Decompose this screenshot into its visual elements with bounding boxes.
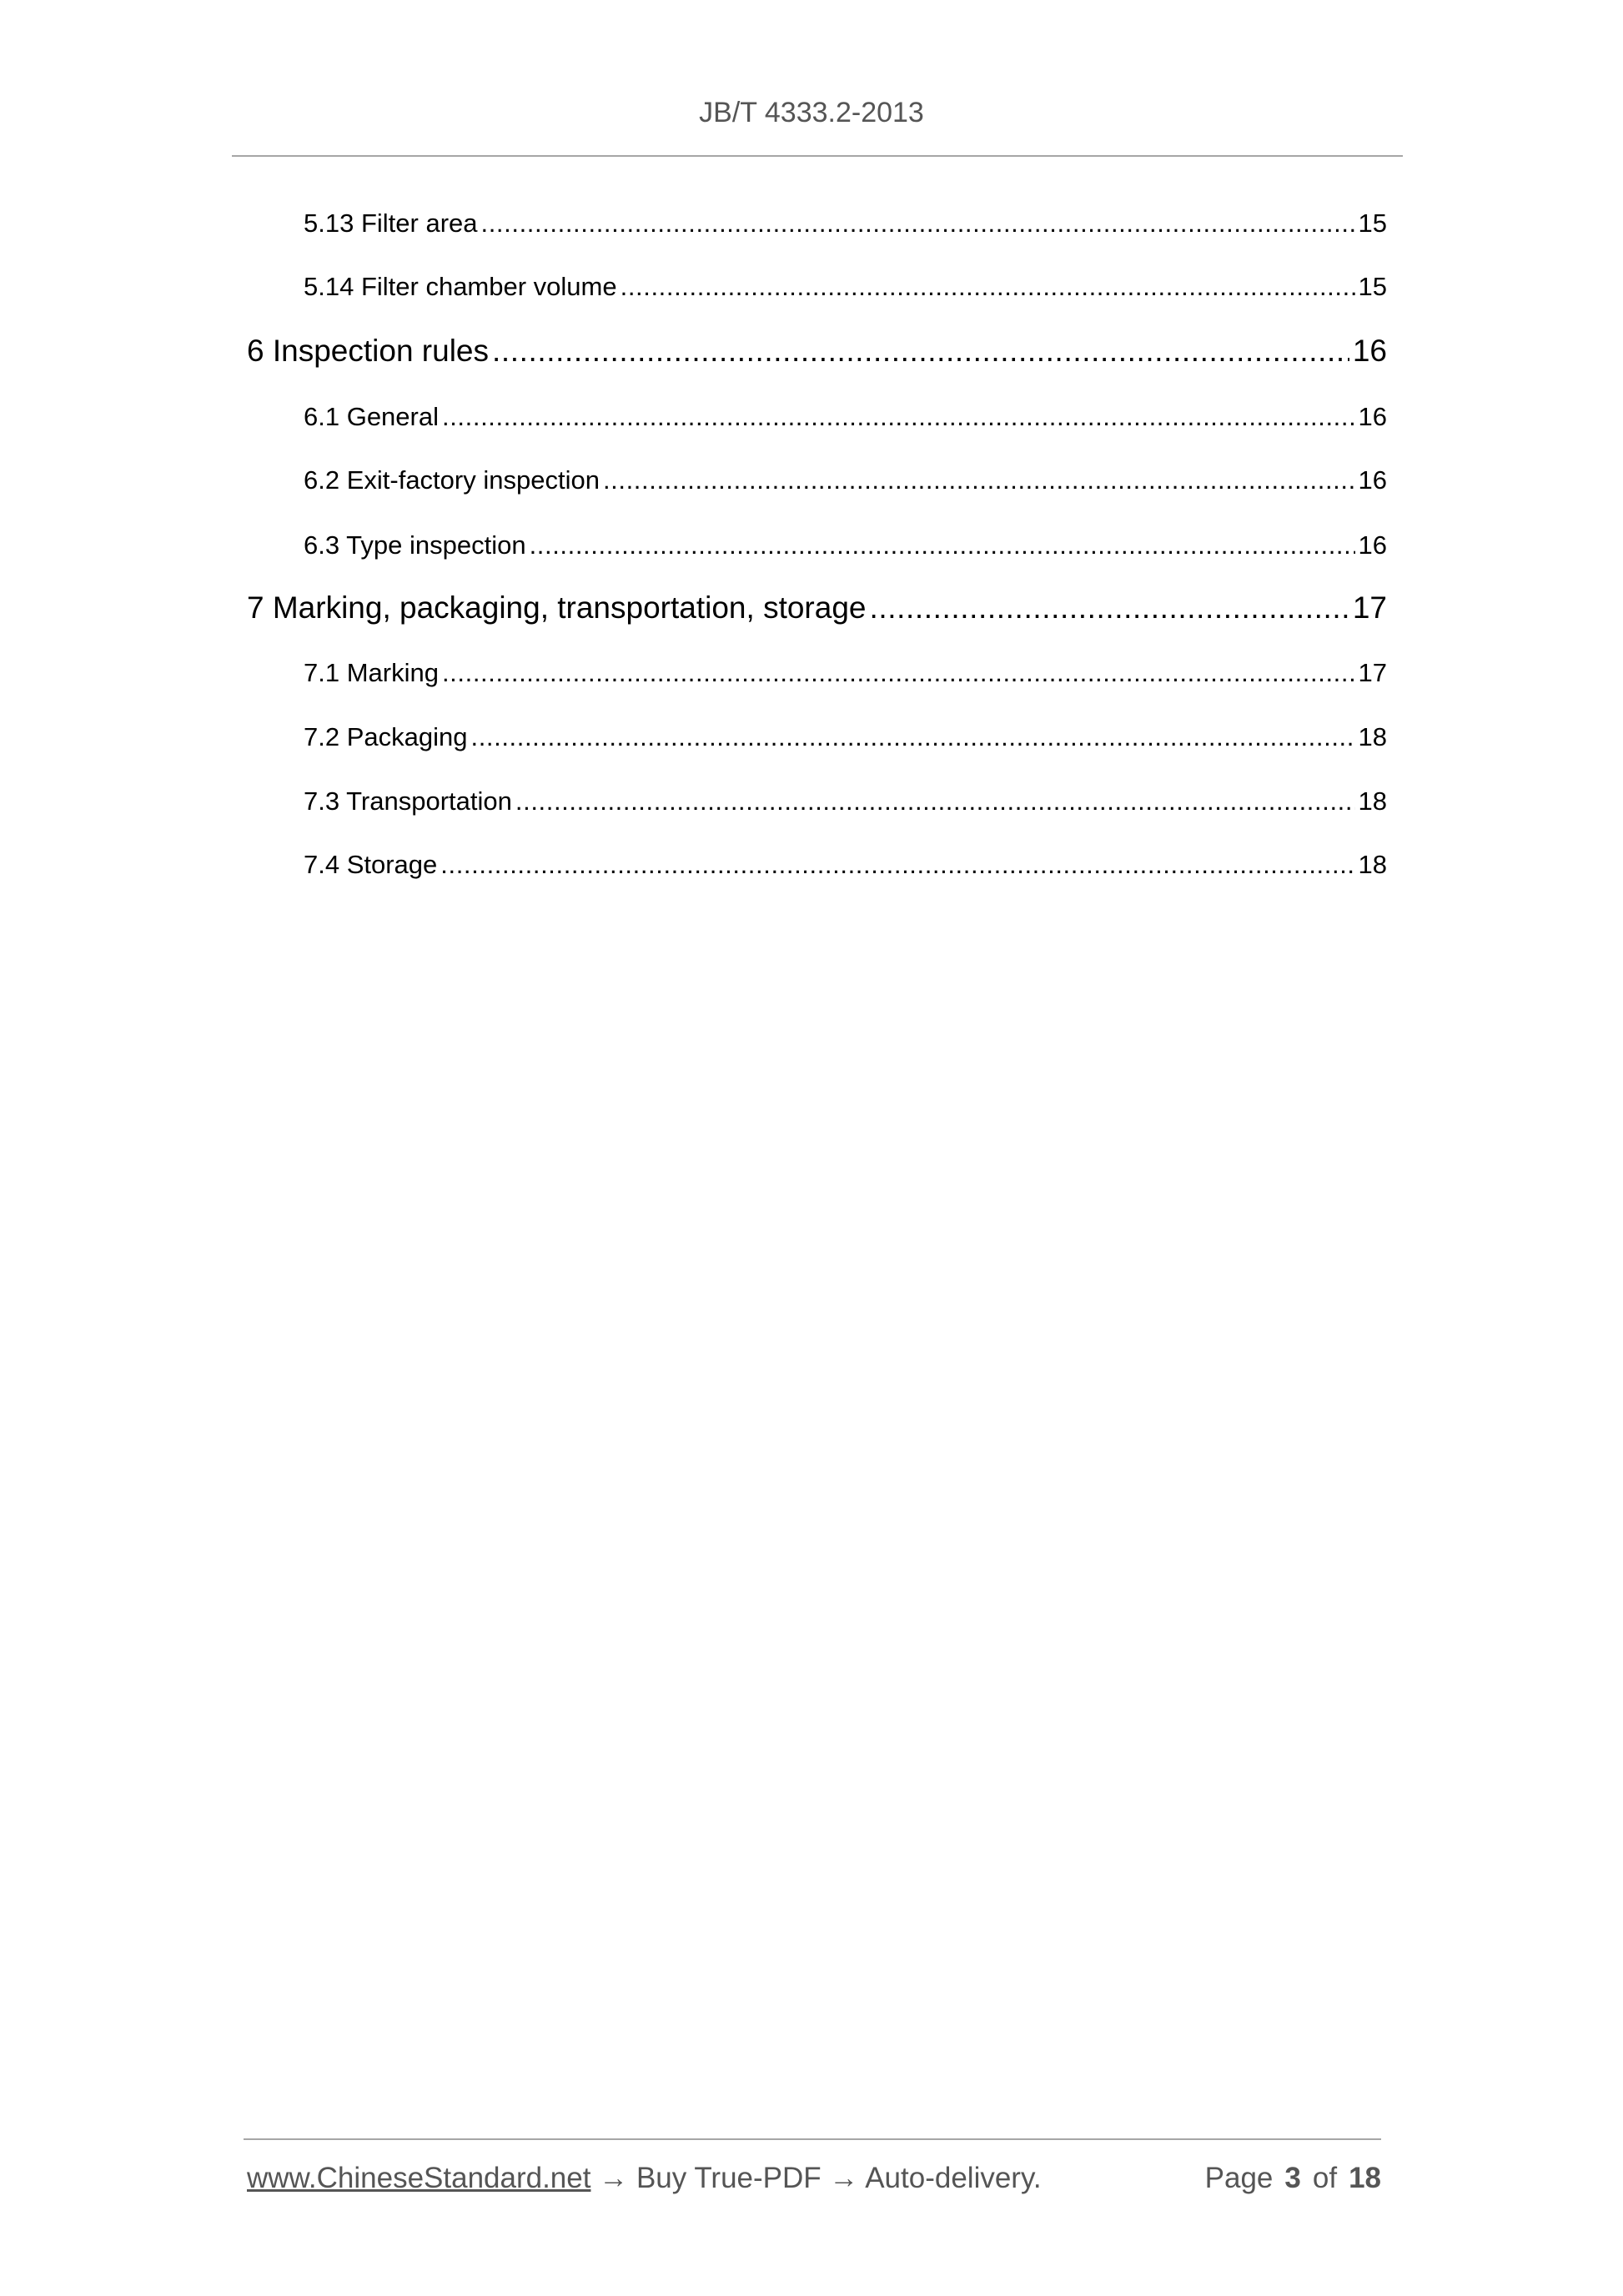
toc-entry-page: 18	[1358, 786, 1387, 816]
header-divider	[232, 155, 1403, 157]
toc-entry-page: 18	[1358, 850, 1387, 879]
toc-entry-title: 7 Marking, packaging, transportation, storage	[247, 590, 867, 625]
toc-entry-page: 16	[1358, 465, 1387, 495]
toc-entry-title: 6 Inspection rules	[247, 334, 490, 368]
footer-promo	[247, 2162, 1042, 2195]
dot-leader	[440, 850, 1354, 880]
buy-true-pdf-text: Buy True-PDF	[636, 2162, 822, 2194]
dot-leader	[603, 465, 1355, 495]
dot-leader	[515, 786, 1355, 816]
toc-entry-title: 6.2 Exit-factory inspection	[304, 465, 600, 495]
toc-entry-title: 7.4 Storage	[304, 850, 438, 879]
toc-entry-page: 17	[1352, 590, 1387, 625]
toc-entry-5-14[interactable]	[304, 272, 1387, 302]
footer-divider	[244, 2138, 1381, 2140]
toc-entry-6-1[interactable]	[304, 402, 1387, 432]
toc-entry-page: 16	[1352, 334, 1387, 368]
document-code-header: JB/T 4333.2-2013	[699, 97, 924, 128]
toc-entry-title: 7.2 Packaging	[304, 722, 468, 751]
dot-leader	[492, 334, 1349, 369]
toc-entry-page: 18	[1358, 722, 1387, 751]
auto-delivery-text: Auto-delivery.	[865, 2162, 1042, 2194]
toc-entry-7-2[interactable]	[304, 722, 1387, 752]
current-page-number: 3	[1284, 2162, 1301, 2194]
toc-entry-5-13[interactable]	[304, 208, 1387, 239]
dot-leader	[869, 590, 1349, 625]
toc-entry-7-3[interactable]	[304, 786, 1387, 816]
dot-leader	[442, 658, 1355, 688]
dot-leader	[481, 208, 1355, 239]
dot-leader	[530, 530, 1355, 560]
toc-entry-6-3[interactable]	[304, 530, 1387, 560]
toc-entry-title: 5.14 Filter chamber volume	[304, 272, 617, 301]
toc-entry-page: 16	[1358, 402, 1387, 431]
toc-entry-title: 6.3 Type inspection	[304, 530, 526, 560]
toc-entry-page: 16	[1358, 530, 1387, 560]
toc-entry-title: 6.1 General	[304, 402, 439, 431]
toc-entry-page: 15	[1358, 272, 1387, 301]
dot-leader	[442, 402, 1355, 432]
toc-entry-7[interactable]	[247, 590, 1387, 625]
toc-entry-7-4[interactable]	[304, 850, 1387, 880]
toc-entry-6[interactable]	[247, 334, 1387, 369]
toc-entry-page: 15	[1358, 208, 1387, 238]
toc-entry-page: 17	[1358, 658, 1387, 687]
toc-entry-6-2[interactable]	[304, 465, 1387, 495]
toc-entry-title: 5.13 Filter area	[304, 208, 478, 238]
website-link[interactable]: www.ChineseStandard.net	[247, 2162, 591, 2194]
dot-leader	[621, 272, 1355, 302]
arrow-right-icon: →	[599, 2162, 629, 2194]
arrow-right-icon: →	[829, 2162, 859, 2194]
page-indicator	[1205, 2162, 1381, 2195]
toc-entry-title: 7.1 Marking	[304, 658, 439, 687]
dot-leader	[470, 722, 1354, 752]
toc-entry-title: 7.3 Transportation	[304, 786, 512, 816]
page-label: Page	[1204, 2162, 1274, 2194]
of-label: of	[1312, 2162, 1338, 2194]
page-footer	[247, 2162, 1381, 2195]
total-pages-number: 18	[1349, 2162, 1381, 2194]
toc-entry-7-1[interactable]	[304, 658, 1387, 688]
